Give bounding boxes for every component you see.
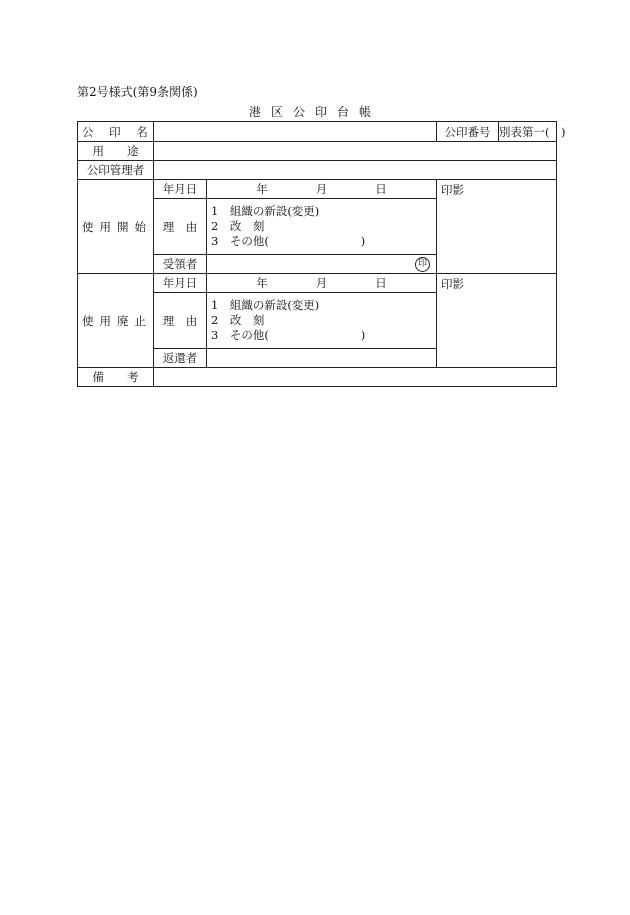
purpose-value[interactable] (154, 142, 557, 161)
form-number-label: 第2号様式(第9条関係) (77, 85, 198, 99)
start-reason-label: 理 由 (154, 199, 207, 255)
start-date-value[interactable] (207, 180, 437, 199)
seal-name-row (78, 122, 557, 142)
seal-ledger-table (77, 121, 566, 387)
stamp-mark-icon: 印 (415, 257, 430, 272)
manager-value[interactable] (154, 161, 557, 180)
appendix-label[interactable]: 別表第一( ) (499, 124, 566, 139)
purpose-row (78, 142, 557, 161)
end-date-value[interactable] (207, 274, 437, 293)
end-reason-3: 3 その他( ) (211, 328, 366, 342)
remarks-value[interactable] (154, 368, 557, 387)
start-seal-impression-cell[interactable] (437, 180, 557, 274)
returner-label: 返還者 (154, 349, 207, 368)
purpose-label: 用 途 (78, 142, 154, 161)
end-reason-2: 2 改 刻 (211, 313, 265, 327)
recipient-value[interactable] (207, 255, 437, 274)
manager-label: 公印管理者 (78, 161, 154, 180)
start-reason-list[interactable] (207, 199, 437, 255)
end-month: 月 (315, 276, 328, 290)
end-reason-list[interactable] (207, 293, 437, 349)
start-month: 月 (315, 182, 328, 196)
manager-row (78, 161, 557, 180)
form-title: 港区公印台帳 (248, 105, 381, 119)
seal-number-label: 公印番号 (437, 122, 499, 141)
start-reason-3: 3 その他( ) (211, 234, 366, 248)
recipient-label: 受領者 (154, 255, 207, 274)
start-section-label: 使用開始 (78, 180, 154, 274)
start-reason-2: 2 改 刻 (211, 219, 265, 233)
start-reason-1: 1 組織の新設(変更) (211, 204, 320, 218)
end-date-label: 年月日 (154, 274, 207, 293)
end-reason-label: 理 由 (154, 293, 207, 349)
end-day: 日 (375, 276, 387, 290)
start-date-row (78, 180, 557, 199)
end-section-label: 使用廃止 (78, 274, 154, 368)
remarks-label: 備 考 (78, 368, 154, 387)
seal-name-label: 公 印 名 (78, 122, 154, 142)
start-seal-impression-label: 印影 (441, 183, 464, 197)
seal-name-value[interactable] (154, 122, 437, 142)
returner-value[interactable] (207, 349, 437, 368)
seal-number-cell (437, 122, 566, 142)
end-date-row (78, 274, 557, 293)
end-seal-impression-cell[interactable] (437, 274, 557, 368)
remarks-row (78, 368, 557, 387)
end-seal-impression-label: 印影 (441, 277, 464, 291)
end-reason-1: 1 組織の新設(変更) (211, 298, 320, 312)
end-year: 年 (256, 276, 268, 290)
start-year: 年 (256, 182, 268, 196)
start-day: 日 (375, 182, 387, 196)
start-date-label: 年月日 (154, 180, 207, 199)
